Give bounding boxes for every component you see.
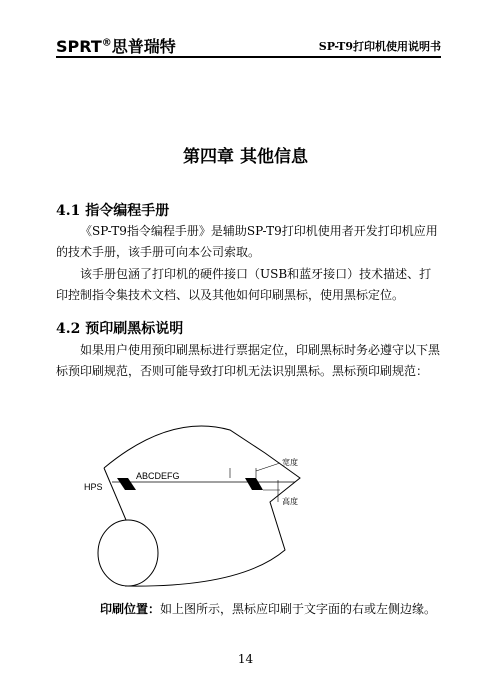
black-mark-right	[245, 478, 263, 490]
chapter-title: 第四章 其他信息	[183, 147, 308, 167]
page-header	[56, 34, 441, 56]
brand-logo: SPRT®思普瑞特	[56, 37, 176, 56]
document-title: SP-T9打印机使用说明书	[318, 40, 441, 53]
width-label: 宽度	[282, 458, 298, 467]
header-rule	[56, 56, 441, 58]
hps-label: HPS	[84, 482, 103, 492]
paper-edge	[104, 468, 126, 520]
section-title-4-2: 4.2 预印刷黑标说明	[56, 321, 184, 337]
paragraph: 《SP-T9指令编程手册》是辅助SP-T9打印机使用者开发打印机应用的技术手册，该手册可向本公司索取。	[56, 224, 438, 259]
figure-caption: 印刷位置：如上图所示，黑标应印刷于文字面的右或左侧边缘。	[100, 602, 437, 616]
paper-roll	[98, 520, 158, 586]
text-sample: ABCDEFG	[136, 471, 180, 481]
page-number: 14	[237, 652, 254, 666]
black-mark-left	[117, 478, 136, 490]
height-label: 高度	[282, 497, 298, 506]
section-title-4-1: 4.1 指令编程手册	[56, 203, 170, 219]
width-leader	[256, 463, 280, 471]
paragraph: 该手册包涵了打印机的硬件接口（USB和蓝牙接口）技术描述、打印控制指令集技术文档、以及其他如何印刷黑标，使用黑标定位。	[56, 267, 432, 302]
black-mark-diagram	[80, 418, 400, 598]
paper-outline	[104, 426, 300, 586]
paragraph: 如果用户使用预印刷黑标进行票据定位，印刷黑标时务必遵守以下黑标预印刷规范，否则可能导致打印机无法识别黑标。黑标预印刷规范：	[56, 343, 441, 378]
